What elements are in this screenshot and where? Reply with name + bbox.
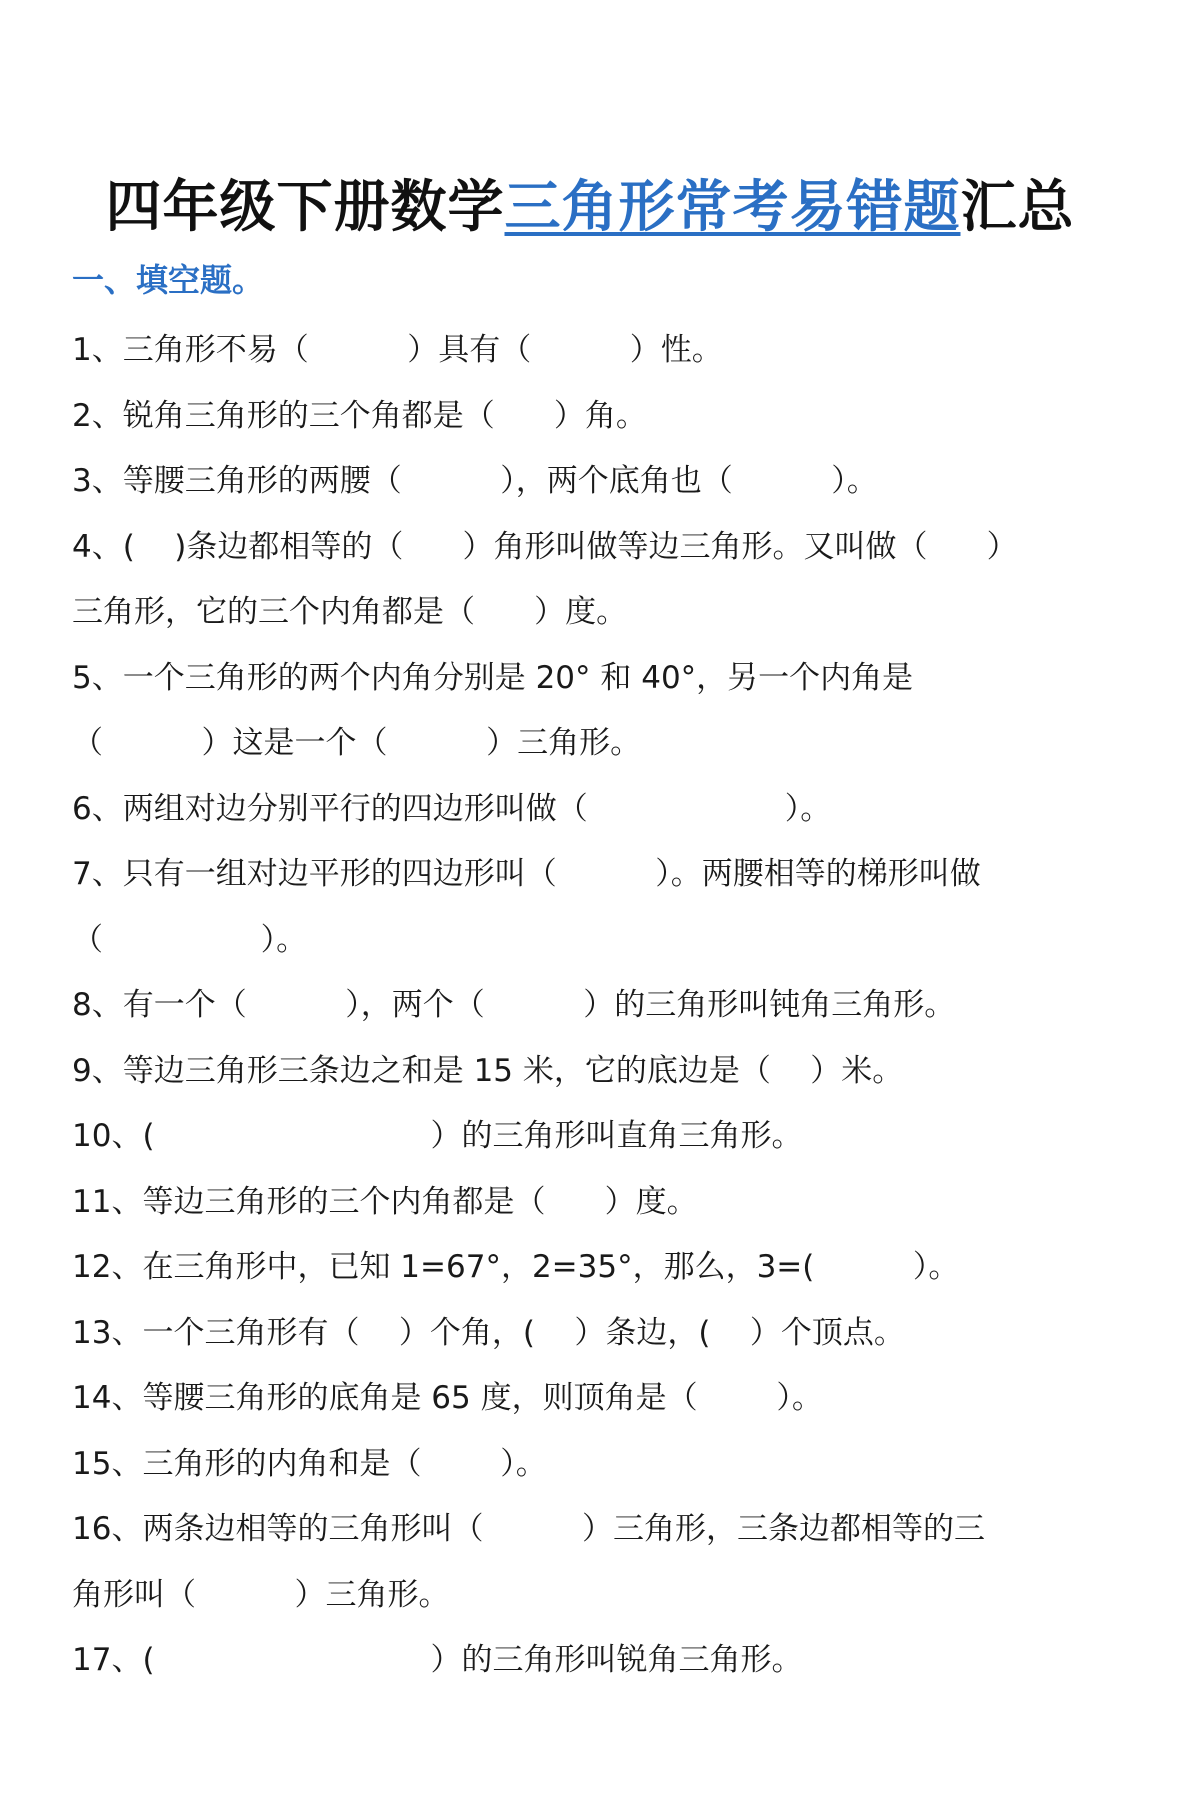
section-heading: 一、填空题。 [72, 261, 265, 299]
title-suffix: 汇总 [960, 175, 1075, 240]
question-line: 6、两组对边分别平行的四边形叫做（ ）。 [72, 790, 832, 827]
question-line: 14、等腰三角形的底角是 65 度，则顶角是（ ）。 [72, 1380, 823, 1416]
question-line: 4、( )条边都相等的（ ）角形叫做等边三角形。又叫做（ ） [72, 528, 1018, 565]
question-line: 角形叫（ ）三角形。 [72, 1576, 450, 1613]
page-title [0, 168, 1180, 248]
question-line: 15、三角形的内角和是（ ）。 [72, 1445, 547, 1482]
question-list [72, 318, 1112, 1694]
question-line: 13、一个三角形有（ ）个角，( ）条边，( ）个顶点。 [72, 1314, 905, 1351]
question-line: 3、等腰三角形的两腰（ ），两个底角也（ ）。 [72, 463, 878, 499]
question-line: 三角形，它的三个内角都是（ ）度。 [72, 594, 628, 630]
title-highlight: 三角形常考易错题 [504, 175, 961, 240]
question-line: 8、有一个（ ），两个（ ）的三角形叫钝角三角形。 [72, 987, 956, 1023]
question-line: 1、三角形不易（ ）具有（ ）性。 [72, 332, 723, 368]
question-line: 11、等边三角形的三个内角都是（ ）度。 [72, 1183, 698, 1220]
question-line: （ ）这是一个（ ）三角形。 [72, 725, 642, 761]
question-line: 2、锐角三角形的三个角都是（ ）角。 [72, 397, 647, 434]
question-line: 16、两条边相等的三角形叫（ ）三角形，三条边都相等的三 [72, 1511, 985, 1547]
question-line: 17、( ）的三角形叫锐角三角形。 [72, 1642, 803, 1678]
title-prefix: 四年级下册数学 [105, 175, 505, 240]
question-line: 5、一个三角形的两个内角分别是 20° 和 40°，另一个内角是 [72, 659, 914, 696]
question-line: 9、等边三角形三条边之和是 15 米，它的底边是（ ）米。 [72, 1052, 904, 1089]
question-line: （ ）。 [72, 921, 308, 958]
question-line: 10、( ）的三角形叫直角三角形。 [72, 1118, 803, 1154]
question-line: 12、在三角形中，已知 1=67°，2=35°，那么，3=( ）。 [72, 1249, 960, 1285]
question-line: 7、只有一组对边平形的四边形叫（ ）。两腰相等的梯形叫做 [72, 856, 981, 892]
